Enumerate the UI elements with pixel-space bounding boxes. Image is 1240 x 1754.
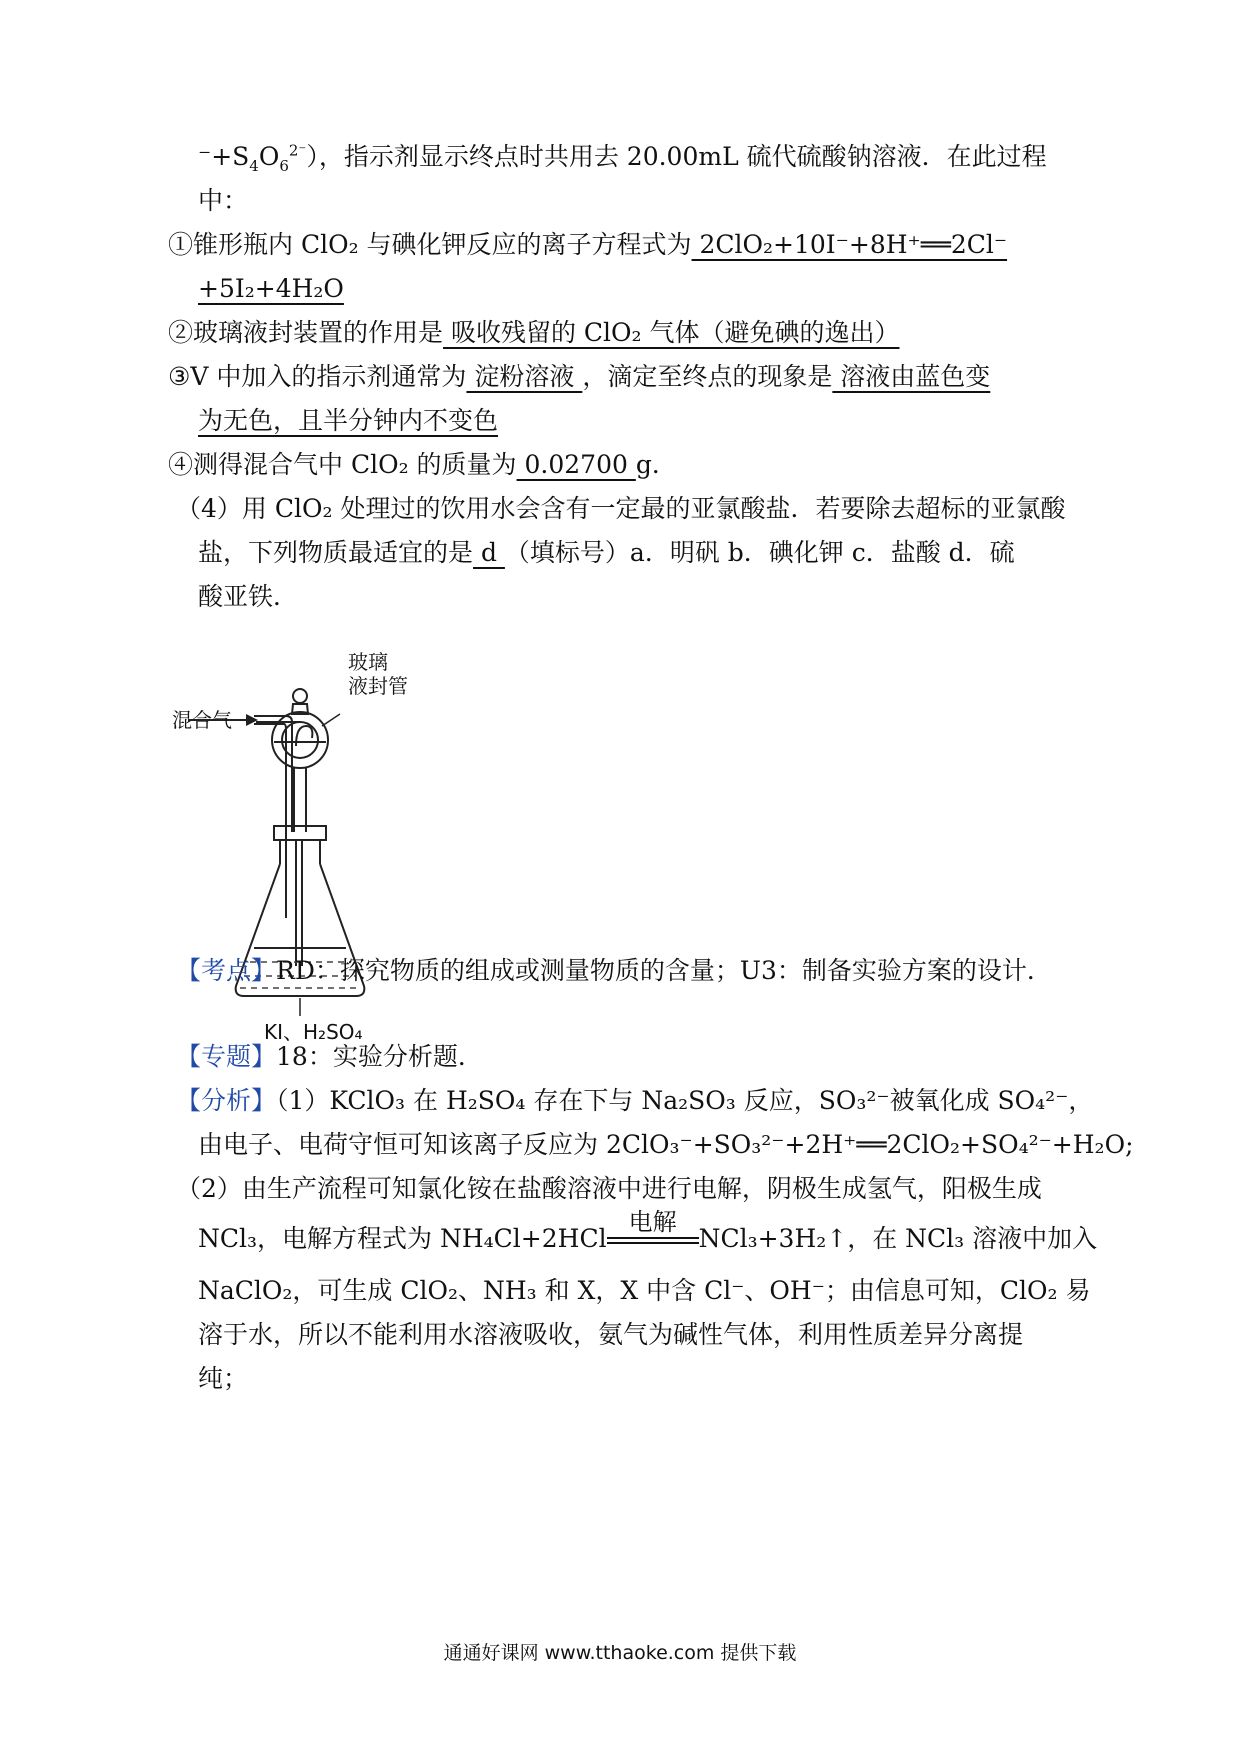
superscript: 2⁻ <box>288 141 307 160</box>
part-4-line-b <box>198 536 1015 570</box>
question-3-line-b <box>198 404 498 438</box>
question-1-answer-cont: +5I₂+4H₂O <box>198 274 344 303</box>
kaodian-line <box>176 954 1052 988</box>
erlenmeyer-flask-diagram <box>188 686 488 1046</box>
fenxi-line-7 <box>198 1362 248 1396</box>
electrolysis-condition: 电解 <box>628 1208 677 1236</box>
text-fragment: 酸亚铁． <box>198 582 299 611</box>
fenxi-line-3 <box>176 1172 1042 1206</box>
apparatus-figure <box>172 650 488 1046</box>
text-fragment: 盐，下列物质最适宜的是 <box>198 538 474 567</box>
text-fragment: ⁻+S <box>198 142 250 171</box>
part-4-line-a <box>176 492 1065 526</box>
question-3-answer-2-cont: 为无色，且半分钟内不变色 <box>198 406 499 435</box>
question-1-line-a <box>168 228 1007 262</box>
fenxi-text: （1）KClO₃ 在 H₂SO₄ 存在下与 Na₂SO₃ 反应，SO₃²⁻被氧化成 SO₄²⁻， <box>276 1086 1094 1115</box>
question-4-answer: 0.02700 <box>516 450 636 479</box>
text-fragment: ），指示剂显示终点时共用去 20.00mL 硫代硫酸钠溶液．在此过程 <box>306 142 1047 171</box>
text-line-1 <box>198 140 1047 174</box>
label-mixed-gas: 混合气 <box>172 708 232 732</box>
question-3-prefix: ③V 中加入的指示剂通常为 <box>168 362 467 391</box>
fenxi-text: NCl₃+3H₂↑，在 NCl₃ 溶液中加入 <box>698 1224 1098 1253</box>
part-4-line-c <box>198 580 298 614</box>
question-4-line <box>168 448 677 482</box>
subscript: 4 <box>249 157 259 175</box>
equation-bar-bottom <box>607 1242 699 1244</box>
question-1-answer: 2ClO₂+10I⁻+8H⁺══2Cl⁻ <box>691 230 1008 259</box>
question-2-answer: 吸收残留的 ClO₂ 气体（避免碘的逸出） <box>443 318 900 347</box>
kaodian-tag: 【考点】 <box>176 956 277 985</box>
fenxi-text: 溶于水，所以不能利用水溶液吸收，氨气为碱性气体，利用性质差异分离提 <box>198 1320 1024 1349</box>
question-3-line-a <box>168 360 990 394</box>
question-4-prefix: ④测得混合气中 ClO₂ 的质量为 <box>168 450 517 479</box>
label-solution: KI、H₂SO₄ <box>264 1020 363 1044</box>
question-4-unit: g． <box>635 450 677 479</box>
question-2-line <box>168 316 900 350</box>
text-fragment: O <box>258 142 280 171</box>
fenxi-text: NCl₃，电解方程式为 NH₄Cl+2HCl <box>198 1224 607 1253</box>
question-1-prefix: ①锥形瓶内 ClO₂ 与碘化钾反应的离子方程式为 <box>168 230 692 259</box>
text-fragment: 中： <box>198 186 249 215</box>
zhuanti-text: 18：实验分析题． <box>276 1042 483 1071</box>
zhuanti-line <box>176 1040 483 1074</box>
question-3-answer-1: 淀粉溶液 <box>466 362 583 391</box>
kaodian-text: RD：探究物质的组成或测量物质的含量；U3：制备实验方案的设计． <box>276 956 1052 985</box>
question-1-line-b <box>198 272 344 306</box>
text-line-2 <box>198 184 248 218</box>
fenxi-line-1 <box>176 1084 1093 1118</box>
question-2-prefix: ②玻璃液封装置的作用是 <box>168 318 444 347</box>
electrolysis-arrow <box>607 1208 699 1253</box>
label-glass: 玻璃 <box>348 650 388 674</box>
question-3-answer-2: 溶液由蓝色变 <box>832 362 991 391</box>
zhuanti-tag: 【专题】 <box>176 1042 277 1071</box>
label-liquid-seal-tube: 液封管 <box>348 674 408 698</box>
part-4-answer: d <box>473 538 505 567</box>
text-fragment: （4）用 ClO₂ 处理过的饮用水会含有一定最的亚氯酸盐．若要除去超标的亚氯酸 <box>176 494 1066 523</box>
fenxi-line-2 <box>198 1128 1134 1162</box>
text-fragment: （填标号）a．明矾 b．碘化钾 c．盐酸 d．硫 <box>504 538 1015 567</box>
fenxi-text: 由电子、电荷守恒可知该离子反应为 2ClO₃⁻+SO₃²⁻+2H⁺══2ClO₂+SO₄²⁻+H₂O; <box>198 1130 1134 1159</box>
fenxi-text: 纯； <box>198 1364 249 1393</box>
subscript: 6 <box>279 157 289 175</box>
equation-bar-top <box>607 1237 699 1239</box>
fenxi-line-6 <box>198 1318 1023 1352</box>
page-footer: 通通好课网 www.tthaoke.com 提供下载 <box>443 1642 797 1664</box>
fenxi-text: NaClO₂，可生成 ClO₂、NH₃ 和 X，X 中含 Cl⁻、OH⁻；由信息可知，ClO₂ 易 <box>198 1276 1091 1305</box>
fenxi-line-5 <box>198 1274 1091 1308</box>
fenxi-tag: 【分析】 <box>176 1086 277 1115</box>
question-3-middle: ，滴定至终点的现象是 <box>582 362 833 391</box>
fenxi-line-4 <box>198 1208 1098 1256</box>
fenxi-text: （2）由生产流程可知氯化铵在盐酸溶液中进行电解，阴极生成氢气，阳极生成 <box>176 1174 1042 1203</box>
